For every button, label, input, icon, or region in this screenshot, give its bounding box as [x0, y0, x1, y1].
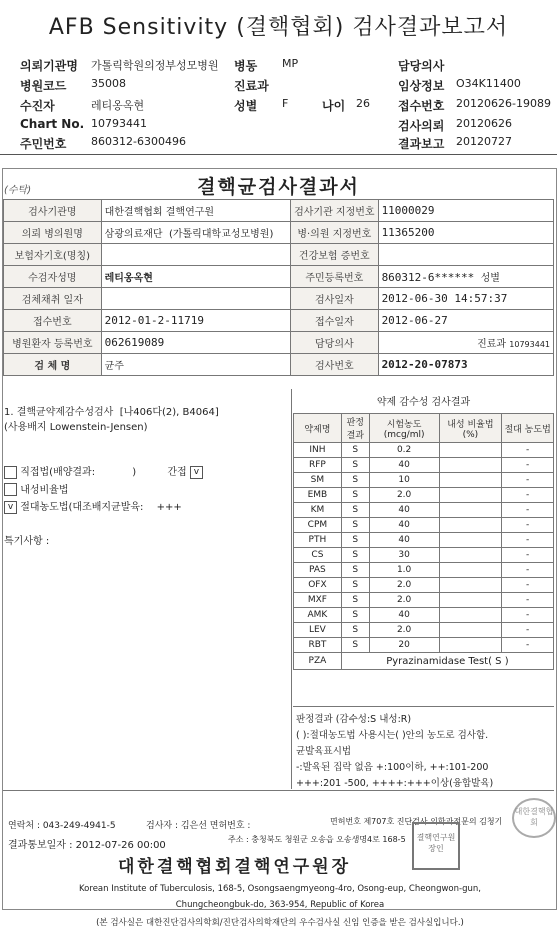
ast-cell: 40	[369, 608, 439, 623]
ast-cell: -	[502, 548, 554, 563]
table-row	[4, 332, 554, 354]
ast-cell	[439, 593, 502, 608]
chart-value: 10793441	[91, 117, 147, 130]
specimen-value: 균주	[101, 354, 290, 376]
ast-cell	[439, 473, 502, 488]
consignment-stamp: (수탁)	[4, 185, 32, 196]
clinical-label: 임상정보	[398, 79, 445, 93]
lab-label: 검사기관명	[4, 200, 102, 222]
dept-label: 진료과	[477, 339, 507, 350]
doctor-label: 담당의사	[398, 59, 445, 73]
note-line: ( ):절대농도법 사용시는( )안의 농도로 검사함.	[296, 730, 489, 741]
ast-cell: SM	[294, 473, 342, 488]
ast-cell: 30	[369, 548, 439, 563]
hospital-label: 의뢰기관명	[20, 59, 78, 73]
ast-cell	[439, 503, 502, 518]
pza-label: PZA	[294, 653, 342, 670]
rrn-value: 860312-6300496	[91, 135, 186, 148]
hospital-value: 가톨릭학원의정부성모병원	[91, 59, 219, 72]
checkbox-indirect: v	[190, 466, 203, 479]
req-inst-cell	[101, 222, 290, 244]
doc-cell	[378, 332, 553, 354]
option-ratio	[4, 481, 290, 497]
ast-cell: 20	[369, 638, 439, 653]
insurer-value	[101, 244, 290, 266]
ast-cell: -	[502, 608, 554, 623]
test-no-value: 2012-20-07873	[378, 354, 553, 376]
sex-label: 성별	[480, 273, 500, 284]
name-value: 레티옹옥현	[101, 266, 290, 288]
ast-row	[294, 578, 554, 593]
rrn-label: 주민등록번호	[291, 266, 378, 288]
stamp-text: 결핵연구원장인	[416, 833, 456, 853]
option-direct	[4, 463, 290, 479]
table-row	[4, 354, 554, 376]
lab-code-value: 11000029	[378, 200, 553, 222]
sex-value: F	[282, 97, 289, 110]
method-title: 1. 결핵균약제감수성검사	[4, 407, 114, 418]
report-value: 20120727	[456, 135, 512, 148]
test-date-label: 검사일자	[291, 288, 378, 310]
ast-row	[294, 563, 554, 578]
age-value: 26	[356, 97, 370, 110]
address-en-2: Chungcheongbuk-do, 363-954, Republic of Korea	[175, 900, 385, 910]
ast-cell: RBT	[294, 638, 342, 653]
req-inst-sub: (가톨릭대학교성모병원)	[168, 229, 274, 240]
ast-cell: -	[502, 503, 554, 518]
insurer-label: 보험자기호(명칭)	[4, 244, 102, 266]
dept-label: 진료과	[234, 79, 269, 93]
footer-divider	[3, 790, 554, 791]
ast-cell: S	[341, 533, 369, 548]
ast-cell	[439, 518, 502, 533]
receipt-value: 20120626-19089	[456, 97, 551, 110]
ast-cell: 40	[369, 518, 439, 533]
sex-label: 성별	[234, 99, 258, 113]
special-notes-label: 특기사항 :	[4, 535, 50, 547]
ast-cell: 2.0	[369, 593, 439, 608]
rec-date-label: 접수일자	[291, 310, 378, 332]
header-divider	[0, 154, 557, 155]
request-label: 검사의뢰	[398, 119, 445, 133]
rec-no-value: 2012-01-2-11719	[101, 310, 290, 332]
test-date-value: 2012-06-30 14:57:37	[378, 288, 553, 310]
ast-header: 시험농도 (mcg/ml)	[369, 414, 439, 443]
ward-label: 병동	[234, 59, 258, 73]
institute-name: 대한결핵협회결핵연구원장	[118, 857, 352, 877]
ast-header: 판정 결과	[341, 414, 369, 443]
ast-cell: S	[341, 608, 369, 623]
reg-label: 병원환자 등록번호	[4, 332, 102, 354]
ast-cell: -	[502, 623, 554, 638]
table-row	[4, 244, 554, 266]
examiner: 검사자 : 김은선 면허번호 :	[146, 821, 251, 831]
ast-cell: INH	[294, 443, 342, 458]
ast-cell	[439, 533, 502, 548]
ast-cell: CPM	[294, 518, 342, 533]
collect-label: 검체채취 일자	[4, 288, 102, 310]
collect-value	[101, 288, 290, 310]
ast-row	[294, 488, 554, 503]
license: 면허번호 제707호 진단검사 의학과전문의 김청기	[330, 817, 503, 826]
ast-cell	[439, 443, 502, 458]
ast-cell: S	[341, 473, 369, 488]
section-divider	[291, 389, 292, 789]
note-line: 판정결과 (감수성:S 내성:R)	[296, 714, 412, 725]
ratio-label: 내성비율법	[20, 484, 69, 496]
ast-cell: CS	[294, 548, 342, 563]
name-label: 수검자성명	[4, 266, 102, 288]
ast-cell: S	[341, 638, 369, 653]
ast-cell: S	[341, 443, 369, 458]
req-code-value: 11365200	[378, 222, 553, 244]
notes-divider	[293, 706, 554, 707]
ast-cell: -	[502, 593, 554, 608]
code-label: 병원코드	[20, 79, 67, 93]
pza-result: Pyrazinamidase Test( S )	[341, 653, 553, 670]
lab-phone: 연락처 : 043-249-4941-5	[8, 821, 116, 831]
ast-cell: 40	[369, 533, 439, 548]
ast-row	[294, 473, 554, 488]
table-row	[4, 222, 554, 244]
rrn-cell	[378, 266, 553, 288]
ast-cell: 0.2	[369, 443, 439, 458]
ast-cell: 40	[369, 503, 439, 518]
rec-no-label: 접수번호	[4, 310, 102, 332]
lab-value: 대한결핵협회 결핵연구원	[101, 200, 290, 222]
ast-cell: -	[502, 638, 554, 653]
ast-row	[294, 548, 554, 563]
req-code-label: 병·의원 지정번호	[291, 222, 378, 244]
ast-cell: 40	[369, 458, 439, 473]
checkbox-ratio	[4, 483, 17, 496]
rrn-value: 860312-6******	[381, 271, 475, 284]
seal-text: 대한결핵협회	[514, 807, 554, 827]
doc-label: 담당의사	[291, 332, 378, 354]
ast-row	[294, 623, 554, 638]
ast-cell	[439, 563, 502, 578]
age-label: 나이	[322, 99, 346, 113]
ast-cell: KM	[294, 503, 342, 518]
ast-cell: OFX	[294, 578, 342, 593]
ast-cell: S	[341, 593, 369, 608]
ast-cell	[439, 638, 502, 653]
ast-body	[294, 443, 554, 653]
absolute-value: +++	[156, 502, 182, 513]
request-value: 20120626	[456, 117, 512, 130]
ast-cell: RFP	[294, 458, 342, 473]
direct-close: )	[132, 467, 137, 478]
ast-cell: 2.0	[369, 578, 439, 593]
ast-cell: 2.0	[369, 488, 439, 503]
ast-cell	[439, 623, 502, 638]
certification-seal	[512, 798, 556, 838]
ast-cell: -	[502, 533, 554, 548]
note-line: -:발육된 집락 없음 +:100이하, ++:101-200	[296, 762, 489, 773]
ins-no-label: 건강보험 증번호	[291, 244, 378, 266]
ast-cell: 10	[369, 473, 439, 488]
ast-cell: AMK	[294, 608, 342, 623]
clinical-value: O34K11400	[456, 77, 521, 90]
table-row	[4, 288, 554, 310]
method-line-1	[4, 403, 290, 418]
lab-code-label: 검사기관 지정번호	[291, 200, 378, 222]
ast-cell: EMB	[294, 488, 342, 503]
code-value: 35008	[91, 77, 126, 90]
patient-label: 수진자	[20, 99, 55, 113]
ast-cell: S	[341, 458, 369, 473]
method-section	[4, 403, 290, 547]
option-absolute	[4, 498, 290, 514]
ast-header: 절대 농도법	[502, 414, 554, 443]
ast-row	[294, 638, 554, 653]
direct-label: 직접법(배양결과:	[20, 467, 96, 478]
ast-row	[294, 458, 554, 473]
ast-cell: MXF	[294, 593, 342, 608]
ast-cell: -	[502, 443, 554, 458]
ast-cell: S	[341, 578, 369, 593]
ast-cell: -	[502, 458, 554, 473]
ast-cell: -	[502, 488, 554, 503]
ast-cell	[439, 548, 502, 563]
indirect-label: 간접	[167, 467, 187, 478]
method-code: [나406다(2), B4064]	[119, 407, 219, 418]
method-medium: (사용배지 Lowenstein-Jensen)	[4, 422, 148, 433]
certification-note: (본 검사실은 대한진단검사의학회/진단검사의학재단의 우수검사실 신임 인증을 받은 검사실입니다.)	[96, 918, 464, 928]
ast-header-row	[294, 414, 554, 443]
table-row	[4, 310, 554, 332]
sheet-title: 결핵균검사결과서	[197, 176, 360, 198]
ast-cell: LEV	[294, 623, 342, 638]
patient-value: 레티옹옥현	[91, 99, 145, 112]
ast-row	[294, 608, 554, 623]
ast-cell	[439, 488, 502, 503]
ward-value: MP	[282, 57, 299, 70]
ast-row	[294, 533, 554, 548]
table-row	[4, 266, 554, 288]
ast-cell: -	[502, 518, 554, 533]
address-en-1: Korean Institute of Tuberculosis, 168-5, Osongsaengmyeong-4ro, Osong-eup, Cheongwon-gun,	[79, 884, 481, 894]
patient-info-table	[3, 199, 554, 376]
ast-cell: S	[341, 548, 369, 563]
ast-cell: S	[341, 518, 369, 533]
ast-cell	[439, 458, 502, 473]
ast-cell: -	[502, 563, 554, 578]
ast-cell: 2.0	[369, 623, 439, 638]
ast-table	[293, 413, 554, 670]
ast-header: 내성 비율법(%)	[439, 414, 502, 443]
chart-label: Chart No.	[20, 117, 85, 131]
reg-value: 062619089	[101, 332, 290, 354]
dept-value: 10793441	[509, 340, 550, 349]
ast-cell: S	[341, 623, 369, 638]
req-inst-label: 의뢰 병의원명	[4, 222, 102, 244]
notify-date: 결과통보일자 : 2012-07-26 00:00	[8, 840, 166, 851]
ast-cell	[439, 608, 502, 623]
ast-cell: S	[341, 488, 369, 503]
ins-no-value	[378, 244, 553, 266]
ast-cell: -	[502, 578, 554, 593]
ast-cell: S	[341, 503, 369, 518]
ast-row	[294, 503, 554, 518]
checkbox-direct	[4, 466, 17, 479]
result-legend	[296, 712, 552, 792]
ast-header: 약제명	[294, 414, 342, 443]
ast-row	[294, 518, 554, 533]
rec-date-value: 2012-06-27	[378, 310, 553, 332]
pza-row	[294, 653, 554, 670]
ast-cell: PTH	[294, 533, 342, 548]
ast-row	[294, 593, 554, 608]
ast-cell: 1.0	[369, 563, 439, 578]
specimen-label: 검 체 명	[4, 354, 102, 376]
req-inst-value: 삼광의료재단	[104, 229, 163, 240]
receipt-label: 접수번호	[398, 99, 445, 113]
ast-cell: -	[502, 473, 554, 488]
report-label: 결과보고	[398, 137, 445, 151]
checkbox-absolute: v	[4, 501, 17, 514]
ast-cell: PAS	[294, 563, 342, 578]
ast-title: 약제 감수성 검사결과	[376, 397, 471, 408]
address-kr: 주소 : 충청북도 청원군 오송읍 오송생명4로 168-5	[228, 835, 406, 844]
absolute-label: 절대농도법(대조배지균발육:	[20, 502, 144, 513]
note-line: +++:201 -500, ++++:+++이상(융합발육)	[296, 778, 494, 789]
note-line: 균발육표시법	[296, 746, 352, 757]
table-row	[4, 200, 554, 222]
rrn-label: 주민번호	[20, 137, 67, 151]
ast-cell: S	[341, 563, 369, 578]
report-title: AFB Sensitivity (결핵협회) 검사결과보고서	[48, 15, 509, 40]
ast-cell	[439, 578, 502, 593]
test-no-label: 검사번호	[291, 354, 378, 376]
director-stamp	[412, 822, 460, 870]
ast-row	[294, 443, 554, 458]
